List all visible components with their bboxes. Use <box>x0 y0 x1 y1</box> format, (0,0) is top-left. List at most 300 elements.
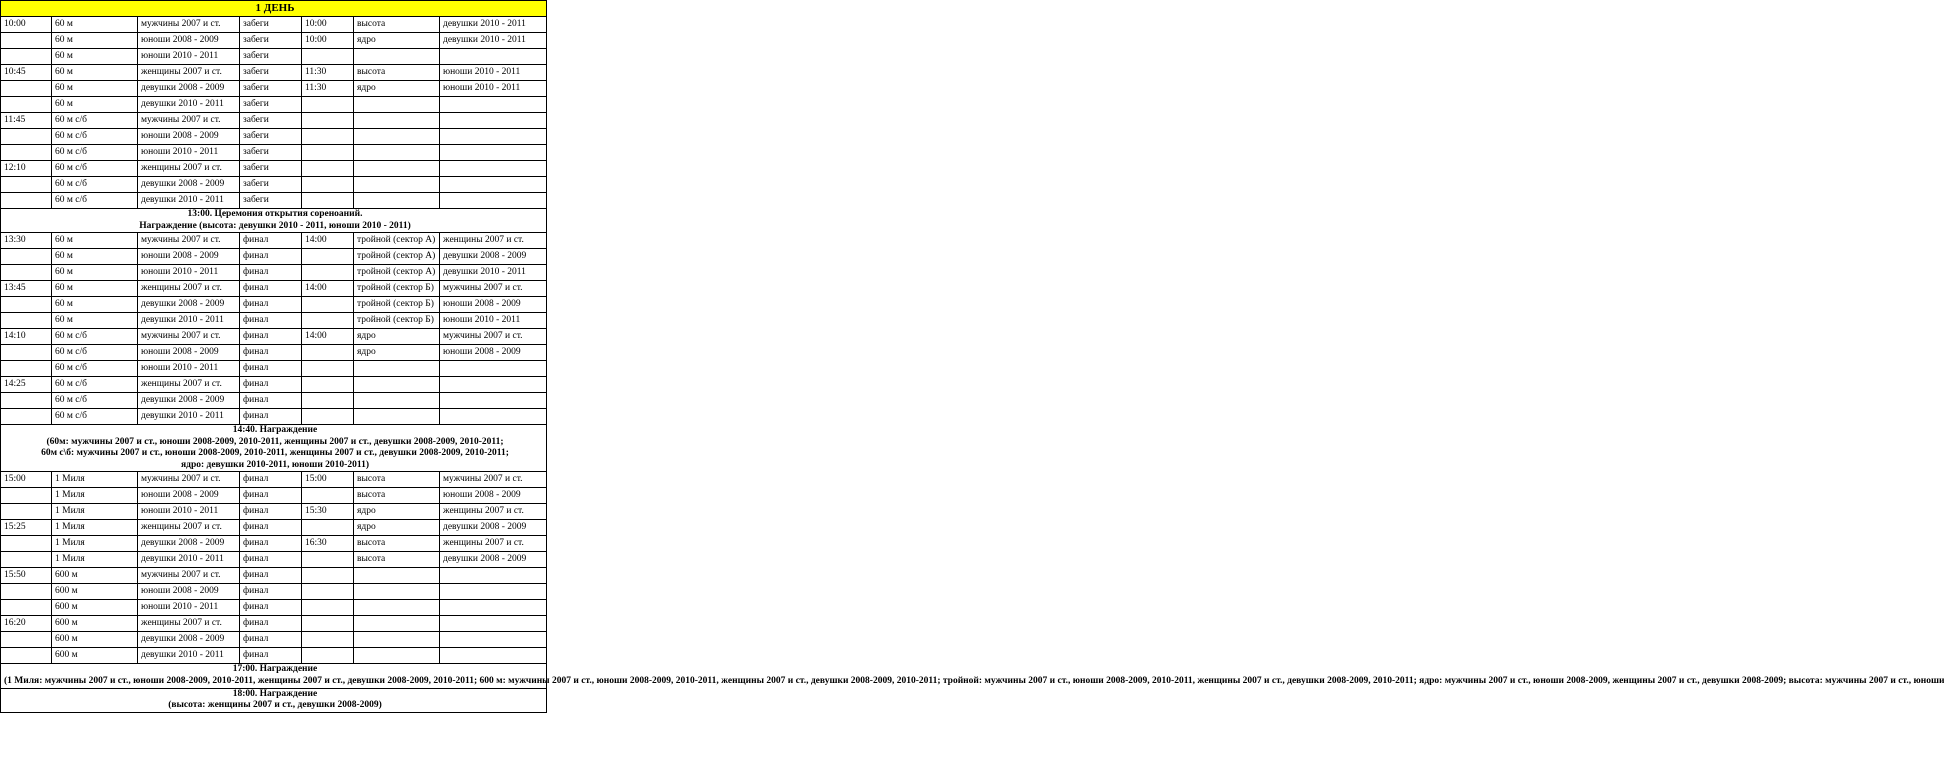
stage-cell: финал <box>240 632 302 648</box>
field-group-cell <box>440 97 547 113</box>
field-group-cell: юноши 2008 - 2009 <box>440 297 547 313</box>
field-group-cell <box>440 409 547 425</box>
field-group-cell <box>440 616 547 632</box>
schedule-row <box>1 97 547 113</box>
time-cell <box>1 145 52 161</box>
field-event-cell: тройной (сектор А) <box>354 265 440 281</box>
ceremony-row <box>1 688 547 712</box>
field-time-cell <box>302 409 354 425</box>
distance-cell: 60 м <box>52 249 138 265</box>
field-time-cell <box>302 297 354 313</box>
time-cell <box>1 265 52 281</box>
schedule-row <box>1 297 547 313</box>
distance-cell: 1 Миля <box>52 552 138 568</box>
field-group-cell: юноши 2010 - 2011 <box>440 81 547 97</box>
schedule-row <box>1 616 547 632</box>
time-cell <box>1 49 52 65</box>
time-cell <box>1 33 52 49</box>
group-cell: мужчины 2007 и ст. <box>138 233 240 249</box>
field-group-cell <box>440 161 547 177</box>
field-group-cell: девушки 2010 - 2011 <box>440 33 547 49</box>
field-time-cell <box>302 97 354 113</box>
stage-cell: забеги <box>240 113 302 129</box>
field-event-cell <box>354 49 440 65</box>
distance-cell: 60 м с/б <box>52 393 138 409</box>
stage-cell: финал <box>240 504 302 520</box>
stage-cell: финал <box>240 584 302 600</box>
group-cell: юноши 2010 - 2011 <box>138 49 240 65</box>
field-time-cell <box>302 488 354 504</box>
stage-cell: забеги <box>240 129 302 145</box>
field-group-cell <box>440 49 547 65</box>
stage-cell: забеги <box>240 97 302 113</box>
group-cell: девушки 2008 - 2009 <box>138 81 240 97</box>
group-cell: девушки 2010 - 2011 <box>138 648 240 664</box>
field-group-cell: женщины 2007 и ст. <box>440 233 547 249</box>
distance-cell: 60 м <box>52 81 138 97</box>
ceremony-line: 18:00. Награждение <box>232 688 318 699</box>
stage-cell: финал <box>240 393 302 409</box>
field-group-cell: девушки 2008 - 2009 <box>440 552 547 568</box>
field-time-cell <box>302 313 354 329</box>
schedule-row <box>1 145 547 161</box>
field-event-cell: ядро <box>354 504 440 520</box>
ceremony-row <box>1 425 547 472</box>
field-event-cell: высота <box>354 536 440 552</box>
field-group-cell <box>440 361 547 377</box>
field-time-cell <box>302 113 354 129</box>
distance-cell: 600 м <box>52 584 138 600</box>
time-cell: 13:30 <box>1 233 52 249</box>
distance-cell: 60 м с/б <box>52 177 138 193</box>
stage-cell: забеги <box>240 193 302 209</box>
field-event-cell <box>354 377 440 393</box>
field-event-cell <box>354 113 440 129</box>
distance-cell: 1 Миля <box>52 504 138 520</box>
field-group-cell <box>440 600 547 616</box>
field-group-cell: юноши 2010 - 2011 <box>440 313 547 329</box>
time-cell: 12:10 <box>1 161 52 177</box>
schedule-row <box>1 177 547 193</box>
ceremony-line: ядро: девушки 2010-2011, юноши 2010-2011) <box>181 459 369 470</box>
field-group-cell: мужчины 2007 и ст. <box>440 329 547 345</box>
field-event-cell <box>354 361 440 377</box>
group-cell: девушки 2008 - 2009 <box>138 177 240 193</box>
field-event-cell: тройной (сектор Б) <box>354 281 440 297</box>
ceremony-line: 13:00. Церемония открытия сореноаний. <box>187 209 363 219</box>
ceremony-note <box>1 664 1944 688</box>
field-time-cell <box>302 648 354 664</box>
field-time-cell <box>302 145 354 161</box>
group-cell: девушки 2010 - 2011 <box>138 313 240 329</box>
time-cell <box>1 409 52 425</box>
schedule-row <box>1 377 547 393</box>
stage-cell: финал <box>240 313 302 329</box>
ceremony-row <box>1 664 547 688</box>
schedule-row <box>1 49 547 65</box>
group-cell: девушки 2008 - 2009 <box>138 632 240 648</box>
field-group-cell <box>440 393 547 409</box>
field-event-cell: тройной (сектор А) <box>354 249 440 265</box>
time-cell <box>1 81 52 97</box>
distance-cell: 1 Миля <box>52 472 138 488</box>
time-cell <box>1 393 52 409</box>
group-cell: юноши 2008 - 2009 <box>138 129 240 145</box>
field-event-cell <box>354 409 440 425</box>
stage-cell: забеги <box>240 81 302 97</box>
group-cell: юноши 2010 - 2011 <box>138 504 240 520</box>
distance-cell: 600 м <box>52 648 138 664</box>
field-group-cell: девушки 2010 - 2011 <box>440 265 547 281</box>
time-cell: 15:00 <box>1 472 52 488</box>
distance-cell: 600 м <box>52 632 138 648</box>
time-cell <box>1 536 52 552</box>
field-group-cell: юноши 2008 - 2009 <box>440 345 547 361</box>
field-time-cell <box>302 361 354 377</box>
time-cell <box>1 632 52 648</box>
field-event-cell <box>354 145 440 161</box>
field-group-cell <box>440 632 547 648</box>
time-cell <box>1 361 52 377</box>
schedule-row <box>1 536 547 552</box>
field-time-cell: 14:00 <box>302 281 354 297</box>
field-time-cell: 15:30 <box>302 504 354 520</box>
distance-cell: 60 м <box>52 281 138 297</box>
schedule-row <box>1 632 547 648</box>
field-time-cell: 15:00 <box>302 472 354 488</box>
field-event-cell: ядро <box>354 345 440 361</box>
time-cell <box>1 297 52 313</box>
distance-cell: 60 м с/б <box>52 409 138 425</box>
distance-cell: 60 м <box>52 265 138 281</box>
group-cell: девушки 2010 - 2011 <box>138 552 240 568</box>
field-event-cell: высота <box>354 552 440 568</box>
field-event-cell <box>354 161 440 177</box>
field-time-cell: 10:00 <box>302 17 354 33</box>
field-group-cell <box>440 145 547 161</box>
group-cell: девушки 2008 - 2009 <box>138 393 240 409</box>
time-cell <box>1 648 52 664</box>
field-time-cell <box>302 393 354 409</box>
stage-cell: забеги <box>240 65 302 81</box>
schedule-row <box>1 568 547 584</box>
ceremony-note <box>1 688 547 712</box>
schedule-row <box>1 265 547 281</box>
group-cell: женщины 2007 и ст. <box>138 377 240 393</box>
schedule-row <box>1 249 547 265</box>
stage-cell: финал <box>240 233 302 249</box>
field-group-cell: девушки 2008 - 2009 <box>440 249 547 265</box>
group-cell: юноши 2010 - 2011 <box>138 361 240 377</box>
schedule-row <box>1 504 547 520</box>
distance-cell: 600 м <box>52 616 138 632</box>
group-cell: юноши 2008 - 2009 <box>138 345 240 361</box>
group-cell: юноши 2008 - 2009 <box>138 488 240 504</box>
field-time-cell: 14:00 <box>302 233 354 249</box>
stage-cell: забеги <box>240 161 302 177</box>
time-cell: 10:00 <box>1 17 52 33</box>
field-event-cell: тройной (сектор Б) <box>354 313 440 329</box>
field-event-cell: ядро <box>354 329 440 345</box>
distance-cell: 60 м <box>52 233 138 249</box>
field-group-cell: юноши 2008 - 2009 <box>440 488 547 504</box>
field-time-cell <box>302 520 354 536</box>
schedule-row <box>1 361 547 377</box>
field-event-cell <box>354 616 440 632</box>
field-group-cell <box>440 568 547 584</box>
stage-cell: забеги <box>240 177 302 193</box>
group-cell: юноши 2008 - 2009 <box>138 33 240 49</box>
stage-cell: финал <box>240 568 302 584</box>
schedule-row <box>1 409 547 425</box>
field-event-cell: тройной (сектор Б) <box>354 297 440 313</box>
time-cell <box>1 193 52 209</box>
stage-cell: финал <box>240 488 302 504</box>
group-cell: мужчины 2007 и ст. <box>138 17 240 33</box>
field-group-cell: девушки 2008 - 2009 <box>440 520 547 536</box>
schedule-row <box>1 488 547 504</box>
field-event-cell <box>354 393 440 409</box>
ceremony-note <box>1 209 547 233</box>
time-cell <box>1 504 52 520</box>
group-cell: женщины 2007 и ст. <box>138 161 240 177</box>
field-event-cell <box>354 600 440 616</box>
distance-cell: 60 м с/б <box>52 129 138 145</box>
group-cell: девушки 2008 - 2009 <box>138 536 240 552</box>
field-event-cell <box>354 193 440 209</box>
field-event-cell: высота <box>354 17 440 33</box>
distance-cell: 60 м с/б <box>52 161 138 177</box>
distance-cell: 60 м с/б <box>52 361 138 377</box>
stage-cell: забеги <box>240 49 302 65</box>
schedule-row <box>1 345 547 361</box>
stage-cell: финал <box>240 552 302 568</box>
field-event-cell: высота <box>354 472 440 488</box>
group-cell: юноши 2010 - 2011 <box>138 145 240 161</box>
schedule-row <box>1 17 547 33</box>
field-event-cell: ядро <box>354 33 440 49</box>
group-cell: девушки 2010 - 2011 <box>138 193 240 209</box>
time-cell <box>1 488 52 504</box>
ceremony-row <box>1 209 547 233</box>
schedule-row <box>1 233 547 249</box>
field-group-cell <box>440 177 547 193</box>
group-cell: юноши 2010 - 2011 <box>138 265 240 281</box>
schedule-row <box>1 648 547 664</box>
field-time-cell: 11:30 <box>302 81 354 97</box>
time-cell <box>1 313 52 329</box>
distance-cell: 60 м <box>52 49 138 65</box>
field-group-cell: женщины 2007 и ст. <box>440 536 547 552</box>
distance-cell: 1 Миля <box>52 488 138 504</box>
distance-cell: 60 м с/б <box>52 193 138 209</box>
group-cell: девушки 2010 - 2011 <box>138 97 240 113</box>
field-group-cell <box>440 584 547 600</box>
field-event-cell: высота <box>354 488 440 504</box>
field-event-cell: высота <box>354 65 440 81</box>
stage-cell: финал <box>240 377 302 393</box>
schedule-row <box>1 65 547 81</box>
schedule-row <box>1 161 547 177</box>
time-cell <box>1 552 52 568</box>
schedule-row <box>1 584 547 600</box>
group-cell: женщины 2007 и ст. <box>138 616 240 632</box>
time-cell: 15:25 <box>1 520 52 536</box>
stage-cell: забеги <box>240 17 302 33</box>
stage-cell: финал <box>240 616 302 632</box>
group-cell: девушки 2008 - 2009 <box>138 297 240 313</box>
schedule-row <box>1 552 547 568</box>
distance-cell: 1 Миля <box>52 520 138 536</box>
field-event-cell: ядро <box>354 520 440 536</box>
schedule-row <box>1 393 547 409</box>
group-cell: мужчины 2007 и ст. <box>138 568 240 584</box>
group-cell: юноши 2010 - 2011 <box>138 600 240 616</box>
field-time-cell <box>302 377 354 393</box>
field-event-cell <box>354 584 440 600</box>
stage-cell: финал <box>240 281 302 297</box>
stage-cell: финал <box>240 265 302 281</box>
group-cell: женщины 2007 и ст. <box>138 281 240 297</box>
field-group-cell: девушки 2010 - 2011 <box>440 17 547 33</box>
field-time-cell <box>302 552 354 568</box>
field-group-cell <box>440 648 547 664</box>
schedule-row <box>1 33 547 49</box>
field-group-cell <box>440 129 547 145</box>
stage-cell: финал <box>240 472 302 488</box>
time-cell: 11:45 <box>1 113 52 129</box>
distance-cell: 60 м <box>52 33 138 49</box>
field-time-cell <box>302 49 354 65</box>
stage-cell: финал <box>240 648 302 664</box>
ceremony-line: (1 Миля: мужчины 2007 и ст., юноши 2008-2009, 2010-2011, женщины 2007 и ст., девушки 2008-2009, 2010-2011; 600 м: мужчины 2007 и ст., юноши 2008-2009, 2010-2011, женщины 2007 и ст., девушки 2008-2009, 2010-2011; тройной: мужчины 2007 и ст., юноши 2008-2009, 2010-2011, женщины 2007 и ст., девушки 2008-2009, 2010-2011; ядро: мужчины 2007 и ст., юноши 2008-2009, женщины 2007 и ст., девушки 2008-2009; высота: мужчины 2007 и ст., юноши <box>4 676 1944 687</box>
field-event-cell <box>354 177 440 193</box>
field-time-cell <box>302 345 354 361</box>
stage-cell: финал <box>240 249 302 265</box>
field-group-cell <box>440 193 547 209</box>
schedule-row <box>1 193 547 209</box>
field-group-cell <box>440 113 547 129</box>
stage-cell: финал <box>240 361 302 377</box>
time-cell <box>1 249 52 265</box>
time-cell: 10:45 <box>1 65 52 81</box>
stage-cell: финал <box>240 345 302 361</box>
distance-cell: 60 м <box>52 17 138 33</box>
field-event-cell <box>354 129 440 145</box>
schedule-row <box>1 472 547 488</box>
field-event-cell <box>354 568 440 584</box>
stage-cell: финал <box>240 329 302 345</box>
field-time-cell <box>302 129 354 145</box>
day-header-row <box>1 1 547 17</box>
field-time-cell <box>302 265 354 281</box>
stage-cell: финал <box>240 409 302 425</box>
time-cell: 16:20 <box>1 616 52 632</box>
schedule-row <box>1 313 547 329</box>
time-cell: 15:50 <box>1 568 52 584</box>
distance-cell: 60 м <box>52 313 138 329</box>
schedule-row <box>1 329 547 345</box>
field-time-cell <box>302 249 354 265</box>
schedule-row <box>1 129 547 145</box>
field-event-cell: тройной (сектор А) <box>354 233 440 249</box>
ceremony-line: 17:00. Награждение <box>232 664 318 675</box>
distance-cell: 60 м с/б <box>52 329 138 345</box>
field-time-cell <box>302 616 354 632</box>
field-event-cell <box>354 632 440 648</box>
ceremony-note <box>1 425 547 472</box>
field-time-cell <box>302 177 354 193</box>
stage-cell: забеги <box>240 33 302 49</box>
distance-cell: 60 м с/б <box>52 145 138 161</box>
field-time-cell <box>302 584 354 600</box>
day-title: 1 ДЕНЬ <box>1 1 547 17</box>
time-cell: 14:25 <box>1 377 52 393</box>
time-cell <box>1 177 52 193</box>
stage-cell: финал <box>240 297 302 313</box>
time-cell: 13:45 <box>1 281 52 297</box>
field-time-cell: 16:30 <box>302 536 354 552</box>
field-time-cell: 11:30 <box>302 65 354 81</box>
time-cell <box>1 97 52 113</box>
group-cell: женщины 2007 и ст. <box>138 520 240 536</box>
distance-cell: 60 м <box>52 297 138 313</box>
ceremony-line: 14:40. Награждение <box>232 425 318 436</box>
field-time-cell <box>302 568 354 584</box>
ceremony-line: Награждение (высота: девушки 2010 - 2011, юноши 2010 - 2011) <box>139 220 411 231</box>
schedule-row <box>1 600 547 616</box>
stage-cell: финал <box>240 600 302 616</box>
field-event-cell <box>354 648 440 664</box>
field-time-cell: 14:00 <box>302 329 354 345</box>
field-event-cell <box>354 97 440 113</box>
group-cell: женщины 2007 и ст. <box>138 65 240 81</box>
distance-cell: 60 м <box>52 97 138 113</box>
group-cell: девушки 2010 - 2011 <box>138 409 240 425</box>
distance-cell: 60 м с/б <box>52 345 138 361</box>
field-group-cell: юноши 2010 - 2011 <box>440 65 547 81</box>
time-cell: 14:10 <box>1 329 52 345</box>
ceremony-line: (60м: мужчины 2007 и ст., юноши 2008-2009, 2010-2011, женщины 2007 и ст., девушки 2008-2009, 2010-2011; <box>46 436 504 447</box>
stage-cell: финал <box>240 536 302 552</box>
field-event-cell: ядро <box>354 81 440 97</box>
distance-cell: 600 м <box>52 568 138 584</box>
field-group-cell <box>440 377 547 393</box>
time-cell <box>1 345 52 361</box>
field-group-cell: мужчины 2007 и ст. <box>440 472 547 488</box>
time-cell <box>1 129 52 145</box>
field-time-cell <box>302 600 354 616</box>
group-cell: мужчины 2007 и ст. <box>138 472 240 488</box>
distance-cell: 600 м <box>52 600 138 616</box>
time-cell <box>1 584 52 600</box>
schedule-row <box>1 281 547 297</box>
field-group-cell: мужчины 2007 и ст. <box>440 281 547 297</box>
distance-cell: 60 м с/б <box>52 113 138 129</box>
ceremony-line: 60м с\б: мужчины 2007 и ст., юноши 2008-2009, 2010-2011, женщины 2007 и ст., девушки 2008-2009, 2010-2011; <box>41 448 509 459</box>
ceremony-line: (высота: женщины 2007 и ст., девушки 2008-2009) <box>168 700 382 711</box>
field-time-cell <box>302 161 354 177</box>
stage-cell: финал <box>240 520 302 536</box>
distance-cell: 60 м <box>52 65 138 81</box>
group-cell: юноши 2008 - 2009 <box>138 584 240 600</box>
field-time-cell: 10:00 <box>302 33 354 49</box>
time-cell <box>1 600 52 616</box>
group-cell: мужчины 2007 и ст. <box>138 329 240 345</box>
distance-cell: 1 Миля <box>52 536 138 552</box>
group-cell: мужчины 2007 и ст. <box>138 113 240 129</box>
schedule-row <box>1 81 547 97</box>
